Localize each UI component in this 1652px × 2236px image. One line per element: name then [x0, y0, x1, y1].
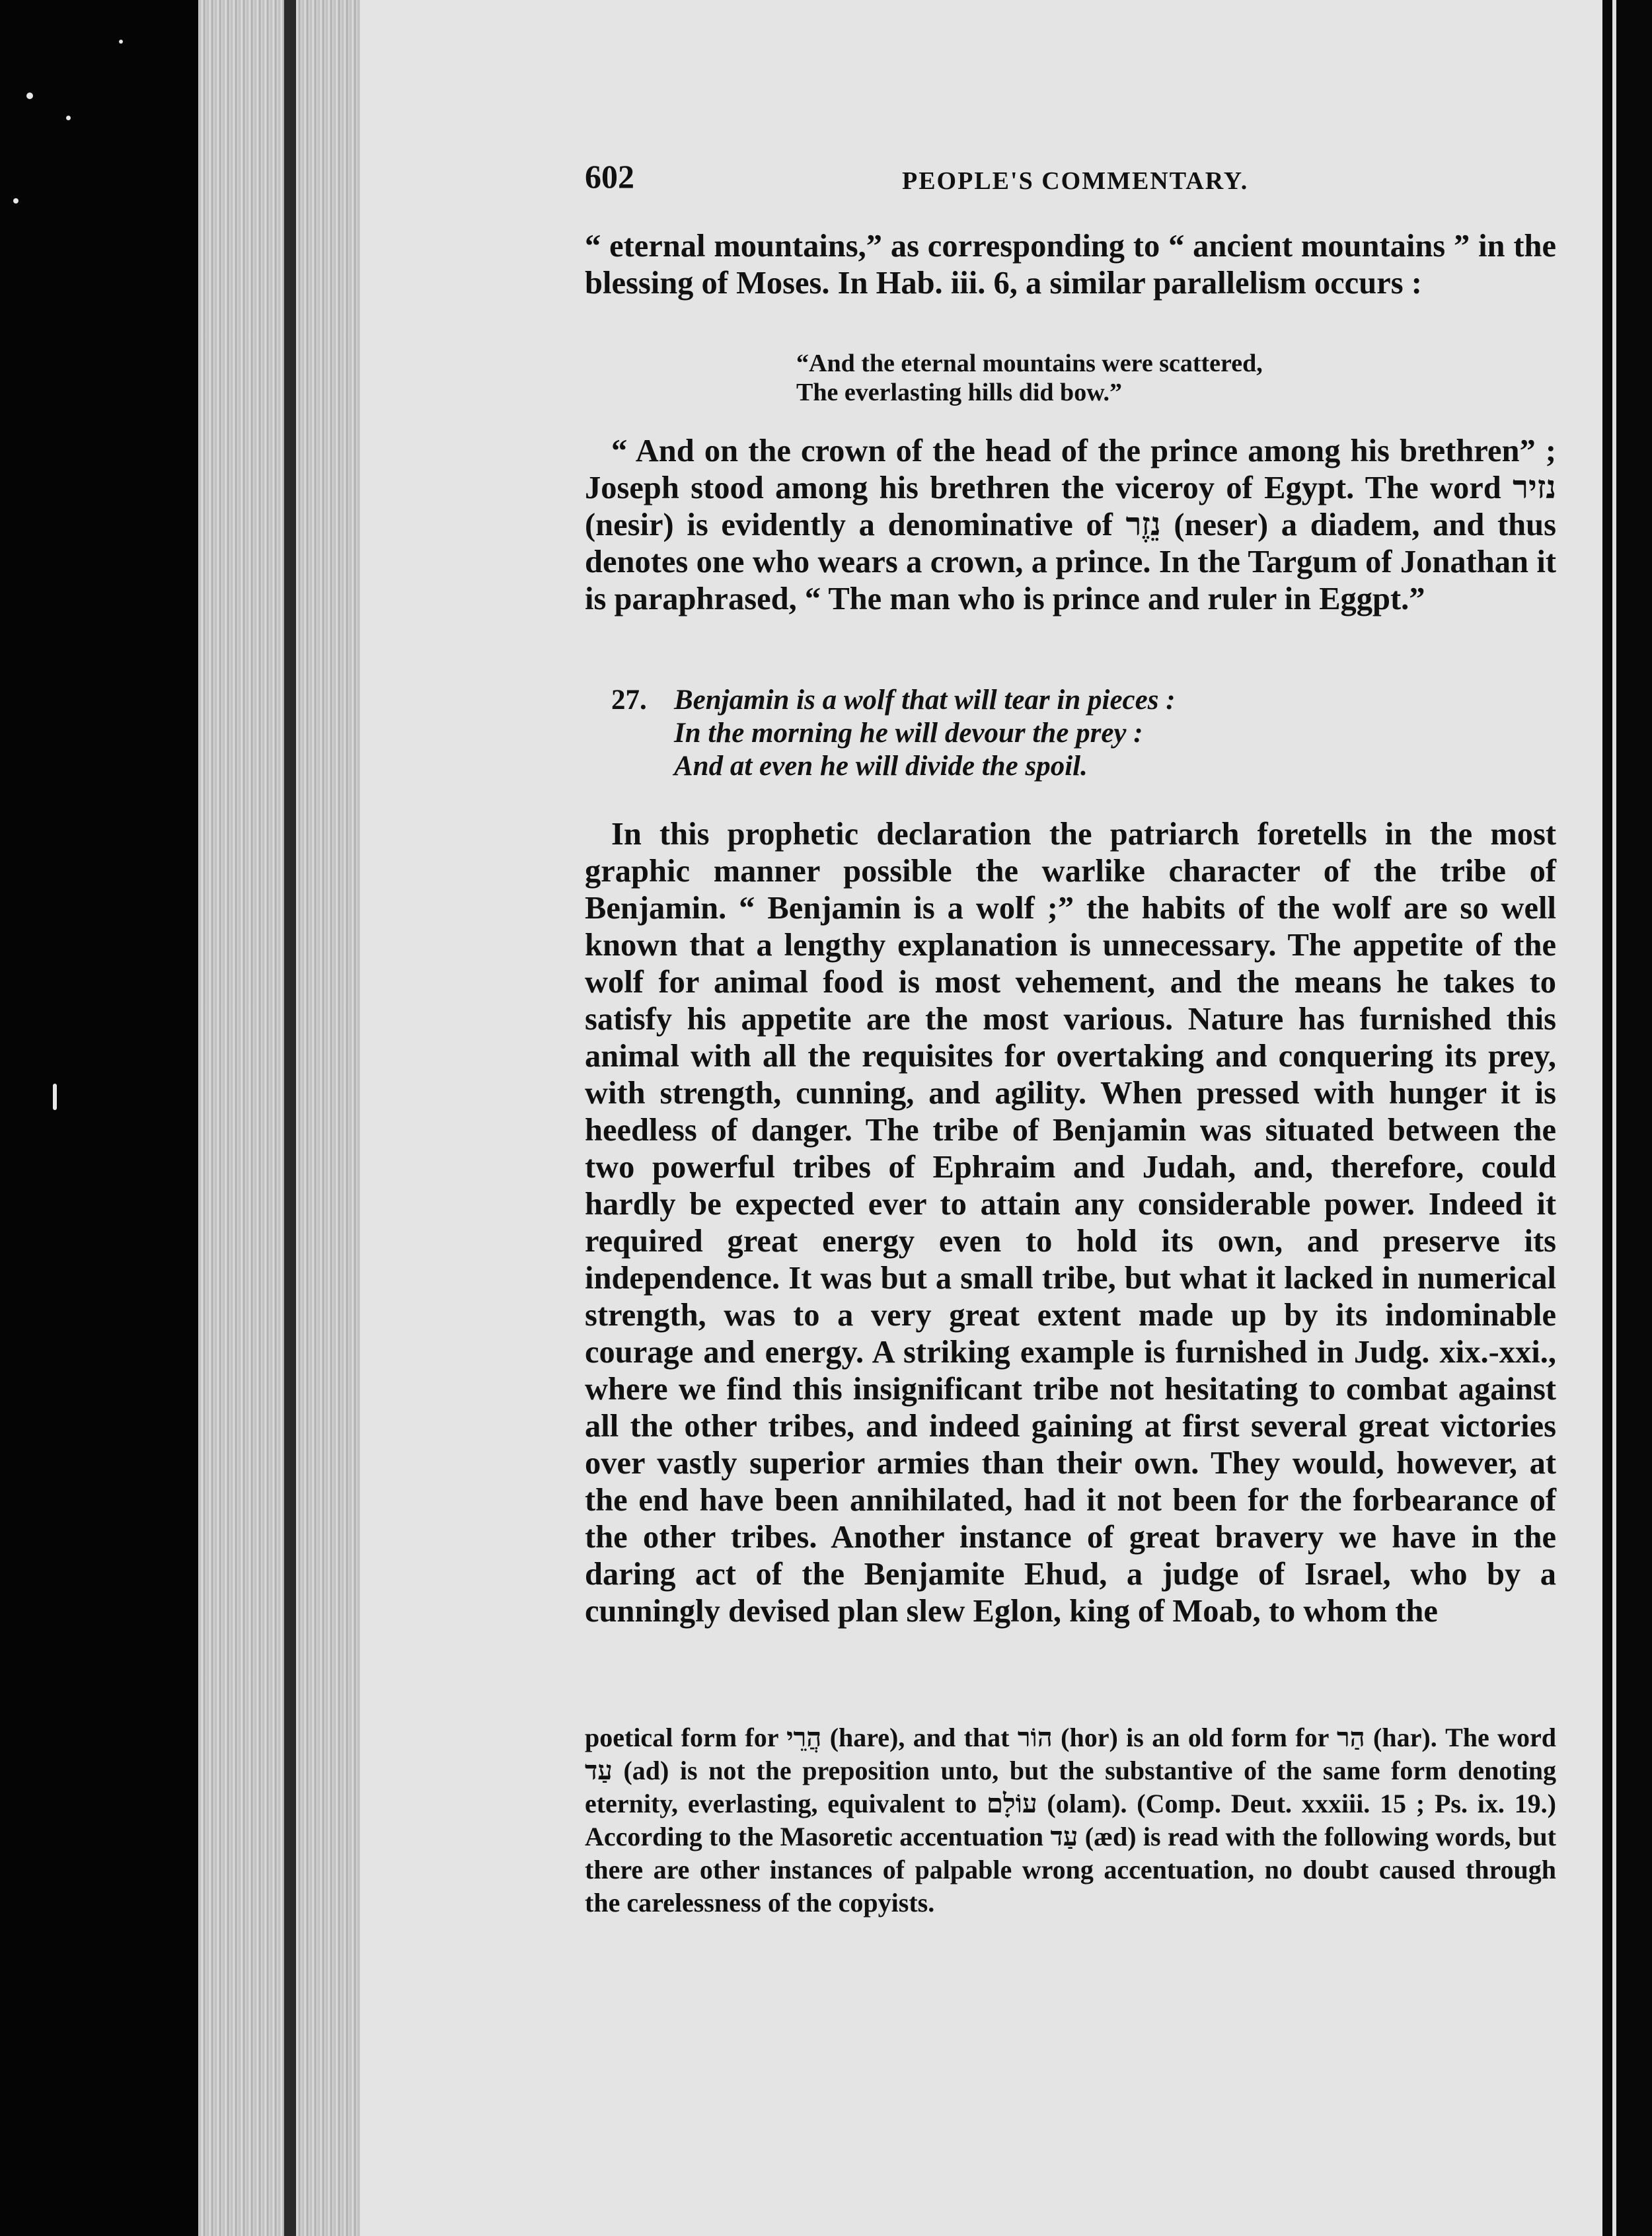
footnote: [585, 1721, 1556, 1919]
scan-speck: [119, 40, 123, 44]
paragraph-text: “ And on the crown of the head of the prince among his brethren” ; Joseph stood among his brethren the viceroy of Egypt. The word נזיר (nesir) is evidently a denominative of נֵזֶר (neser) a diadem, and thus denotes one who wears a crown, a prince. In the Targum of Jonathan it is paraphrased, “ The man who is prince and ruler in Eggpt.”: [585, 433, 1556, 616]
scan-speck: [53, 1084, 57, 1110]
page-header: [585, 157, 1556, 204]
paragraph-3: [585, 816, 1556, 1630]
scan-border-right: [1602, 0, 1652, 2236]
scan-speck: [66, 116, 71, 120]
scan-border-left: [0, 0, 198, 2236]
facing-page-edge: [1612, 0, 1616, 2236]
verse-line: [611, 684, 1176, 717]
paragraph-text: In this prophetic declaration the patriarch foretells in the most graphic manner possible the warlike character of the tribe of Benjamin. “ Benjamin is a wolf ;” the habits of the wolf are so well known that a lengthy explanation is unnecessary. The appetite of the wolf for animal food is most vehement, and the means he takes to satisfy his appetite are the most various. Nature has furnished this animal with all the requisites for overtaking and conquering its prey, with strength, cunning, and agility. When pressed with hunger it is heedless of danger. The tribe of Benjamin was situated between the two powerful tribes of Ephraim and Judah, and, therefore, could hardly be expected ever to attain any considerable power. Indeed it required great energy even to hold its own, and preserve its independence. It was but a small tribe, but what it lacked in numerical strength, was to a very great extent made up by its indominable courage and energy. A striking example is furnished in Judg. xix.-xxi., where we find this insignificant tribe not hesitating to combat against all the other tribes, and indeed gaining at first several great victories over vastly superior armies than their own. They would, however, at the end have been annihilated, had it not been for the forbearance of the other tribes. Another instance of great bravery we have in the daring act of the Benjamite Ehud, a judge of Israel, who by a cunningly devised plan slew Eglon, king of Moab, to whom the: [585, 817, 1556, 1629]
scripture-verse: [611, 684, 1176, 783]
book-gutter-shadow: [284, 0, 296, 2236]
verse-line: In the morning he will devour the prey :: [674, 718, 1143, 749]
verse-number: 27.: [611, 685, 647, 716]
block-quote: “And the eternal mountains were scattered, The everlasting hills did bow.”: [796, 350, 1263, 406]
scan-speck: [13, 198, 19, 204]
paragraph-2: [585, 433, 1556, 618]
page-number: 602: [585, 158, 634, 195]
paragraph-text: “ eternal mountains,” as corresponding to “ ancient mountains ” in the blessing of Moses. In Hab. iii. 6, a similar parallelism occurs :: [585, 229, 1556, 301]
paragraph-1: [585, 228, 1556, 302]
scan-speck: [26, 93, 33, 99]
running-title: PEOPLE'S COMMENTARY.: [902, 167, 1249, 195]
footnote-text: poetical form for הֲרֵי (hare), and that הוֹר (hor) is an old form for הַר (har). The word עַד (ad) is not the preposition unto, but the substantive of the same form denoting eternity, everlasting, equivalent to עוֹלָם (olam). (Comp. Deut. xxxiii. 15 ; Ps. ix. 19.) According to the Masoretic accentuation עַד (æd) is read with the following words, but there are other instances of palpable wrong accentuation, no doubt caused through the carelessness of the copyists.: [585, 1723, 1557, 1918]
verse-line: And at even he will divide the spoil.: [674, 751, 1088, 782]
verse-text: Benjamin is a wolf that will tear in pieces :: [674, 685, 1176, 716]
